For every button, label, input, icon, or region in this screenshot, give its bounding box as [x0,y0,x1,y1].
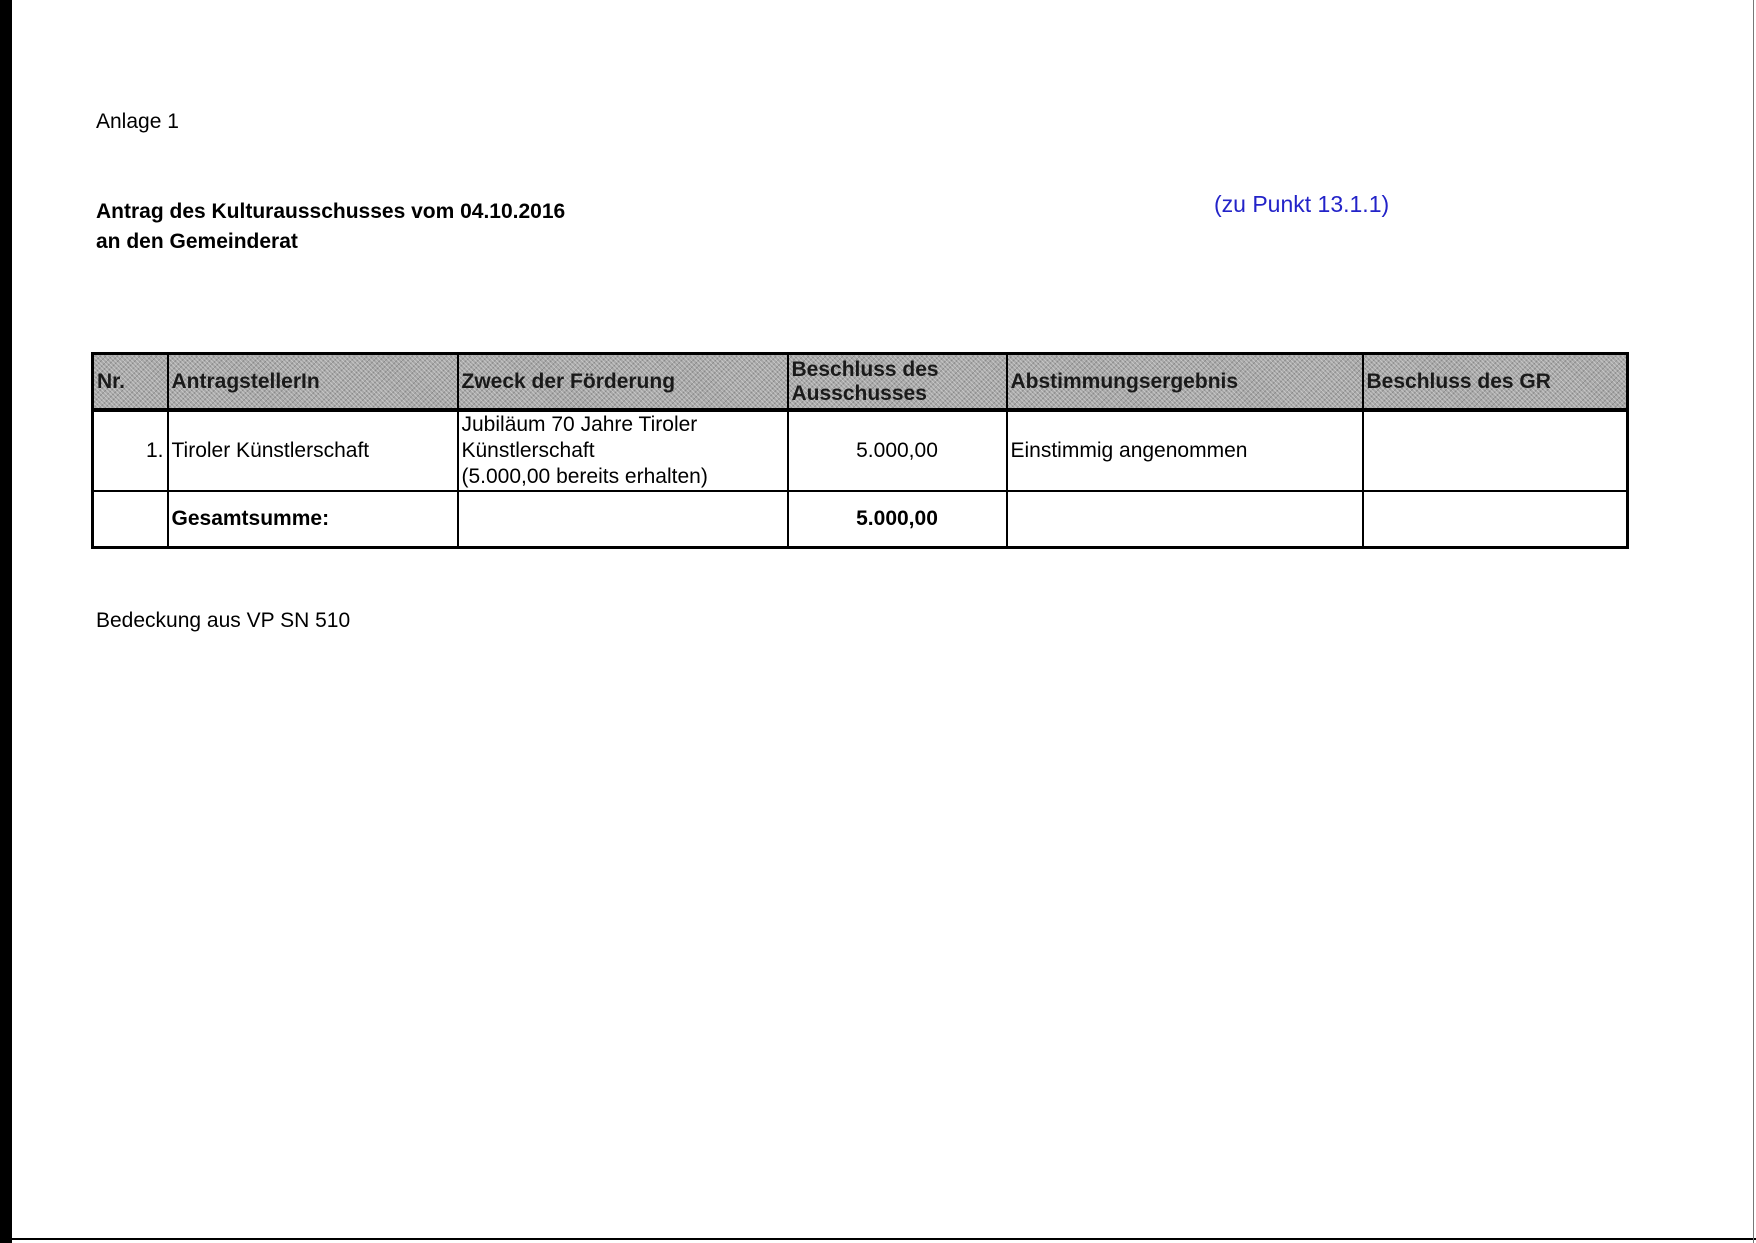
header-committee-decision: Beschluss des Ausschusses [788,354,1007,411]
scan-bottom-border [12,1238,1756,1240]
budget-coverage-note: Bedeckung aus VP SN 510 [96,609,351,632]
purpose-line-2: Künstlerschaft [461,439,595,462]
table-header-row [93,354,1628,411]
scan-left-border [0,0,12,1243]
scan-right-edge [1753,0,1754,1243]
total-amount: 5.000,00 [788,491,1007,548]
header-vote-result: Abstimmungsergebnis [1007,354,1363,411]
agenda-reference: (zu Punkt 13.1.1) [1214,191,1390,217]
title-line-1: Antrag des Kulturausschusses vom 04.10.2016 [96,200,566,223]
cell-amount: 5.000,00 [788,410,1007,491]
header-council-decision: Beschluss des GR [1363,354,1628,411]
total-row [93,491,1628,548]
attachment-label: Anlage 1 [96,110,179,133]
total-cell-council-decision [1363,491,1628,548]
total-label: Gesamtsumme: [168,491,458,548]
purpose-line-3: (5.000,00 bereits erhalten) [461,465,708,488]
total-cell-purpose [458,491,788,548]
cell-applicant: Tiroler Künstlerschaft [168,410,458,491]
total-cell-nr [93,491,168,548]
grants-table [91,352,1629,549]
total-cell-vote-result [1007,491,1363,548]
cell-nr: 1. [93,410,168,491]
header-nr: Nr. [93,354,168,411]
header-applicant: AntragstellerIn [168,354,458,411]
cell-council-decision [1363,410,1628,491]
purpose-line-1: Jubiläum 70 Jahre Tiroler [461,413,698,436]
cell-vote-result: Einstimmig angenommen [1007,410,1363,491]
document-title [96,197,565,257]
table-row [93,410,1628,491]
header-purpose: Zweck der Förderung [458,354,788,411]
title-line-2: an den Gemeinderat [96,230,298,253]
cell-purpose [458,410,788,491]
